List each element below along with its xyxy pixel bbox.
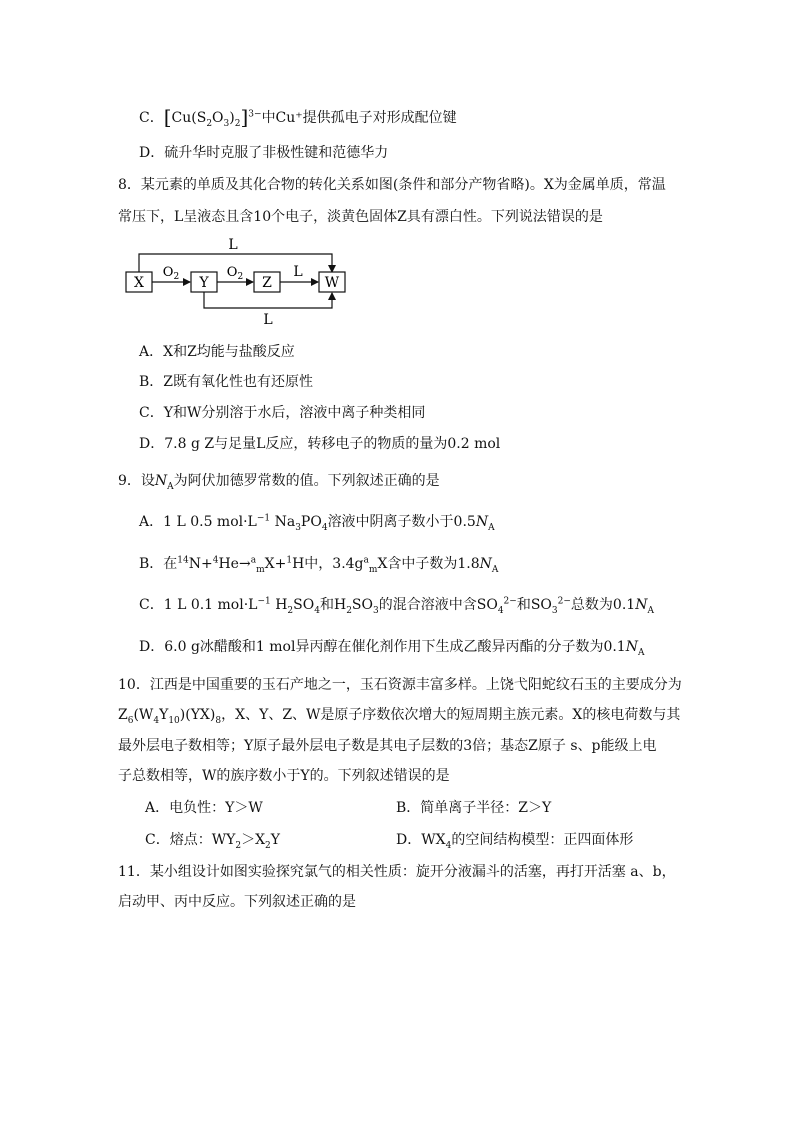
l-arrow-bottom bbox=[204, 292, 332, 308]
q10-option-d: D．$WX_4$的空间结构模型：正四面体形 bbox=[396, 832, 634, 851]
label-l-top: L bbox=[228, 237, 238, 253]
q11-stem-line2: 启动甲、丙中反应。下列叙述正确的是 bbox=[118, 894, 356, 910]
q8-option-a: A．X和Z均能与盐酸反应 bbox=[139, 344, 295, 360]
q7-option-c: C．$[Cu(S_2O_3)_2]^{3-}$中Cu⁺提供孤电子对形成配位键 bbox=[139, 105, 457, 129]
q9-option-a: A．1 L 0.5 $mol\cdot L^{-1}$ $Na_3PO_4$溶液中阴离子数小于$0.5N_A$ bbox=[139, 513, 495, 533]
q10-option-c: C．熔点：$WY_2>X_2Y$ bbox=[145, 832, 281, 851]
q11-stem-line1: 11．某小组设计如图实验探究氯气的相关性质：旋开分液漏斗的活塞，再打开活塞 a、b， bbox=[118, 864, 676, 880]
label-w: W bbox=[324, 275, 340, 291]
q9-option-d: D．6.0 g冰醋酸和1 mol异丙醇在催化剂作用下生成乙酸异丙酯的分子数为$0.1N_A$ bbox=[139, 639, 645, 658]
q8-stem-line2: 常压下，L呈液态且含10个电子，淡黄色固体Z具有漂白性。下列说法错误的是 bbox=[118, 209, 603, 225]
label-y: Y bbox=[199, 275, 209, 291]
q8-stem-line1: 8．某元素的单质及其化合物的转化关系如图(条件和部分产物省略)。X为金属单质，常温 bbox=[118, 177, 666, 193]
q10-stem-line3: 最外层电子数相等；Y原子最外层电子数是其电子层数的3倍；基态Z原子 s、p能级上电 bbox=[118, 738, 657, 754]
label-z: Z bbox=[262, 275, 272, 291]
q8-option-b: B．Z既有氧化性也有还原性 bbox=[139, 374, 314, 390]
q10-stem-line1: 10．江西是中国重要的玉石产地之一，玉石资源丰富多样。上饶弋阳蛇纹石玉的主要成分为 bbox=[118, 677, 682, 693]
q7-option-d: D．硫升华时克服了非极性键和范德华力 bbox=[139, 145, 389, 161]
q8-option-c: C．Y和W分别溶于水后，溶液中离子种类相同 bbox=[139, 405, 426, 421]
q8-option-d: D．7.8 g Z与足量L反应，转移电子的物质的量为0.2 mol bbox=[139, 436, 501, 452]
q10-option-b: B．简单离子半径：Z＞Y bbox=[396, 800, 552, 816]
label-o2-1: $O_2$ bbox=[162, 265, 180, 282]
q8-conversion-diagram bbox=[118, 232, 354, 328]
q9-option-c: C．1 L 0.1 $mol\cdot L^{-1}$ $H_2SO_4$和$H_2SO_3$的混合溶液中含$SO_4^{2-}$和$SO_3^{2-}$总数为$0.1N_A$ bbox=[139, 596, 654, 616]
q9-option-b: B．在$^{14}$N+$^4$He→$^a_m$X+$^1$H中，$3.4g^a_mX$含中子数为$1.8N_A$ bbox=[139, 555, 499, 575]
label-o2-2: $O_2$ bbox=[226, 265, 244, 282]
q9-stem: 9．设$N_A$为阿伏加德罗常数的值。下列叙述正确的是 bbox=[118, 473, 440, 492]
q7-option-c-text: 中Cu⁺提供孤电子对形成配位键 bbox=[261, 110, 457, 126]
label-l-bottom: L bbox=[263, 312, 273, 328]
q10-option-a: A．电负性：Y＞W bbox=[145, 800, 263, 816]
label-x: X bbox=[134, 275, 144, 291]
label-l-mid: L bbox=[293, 264, 303, 280]
q10-stem-line2: $Z_6(W_4Y_{10})(YX)_8$，X、Y、Z、W是原子序数依次增大的短周期主族元素。X的核电荷数与其 bbox=[118, 707, 681, 726]
q10-stem-line4: 子总数相等，W的族序数小于Y的。下列叙述错误的是 bbox=[118, 768, 450, 784]
